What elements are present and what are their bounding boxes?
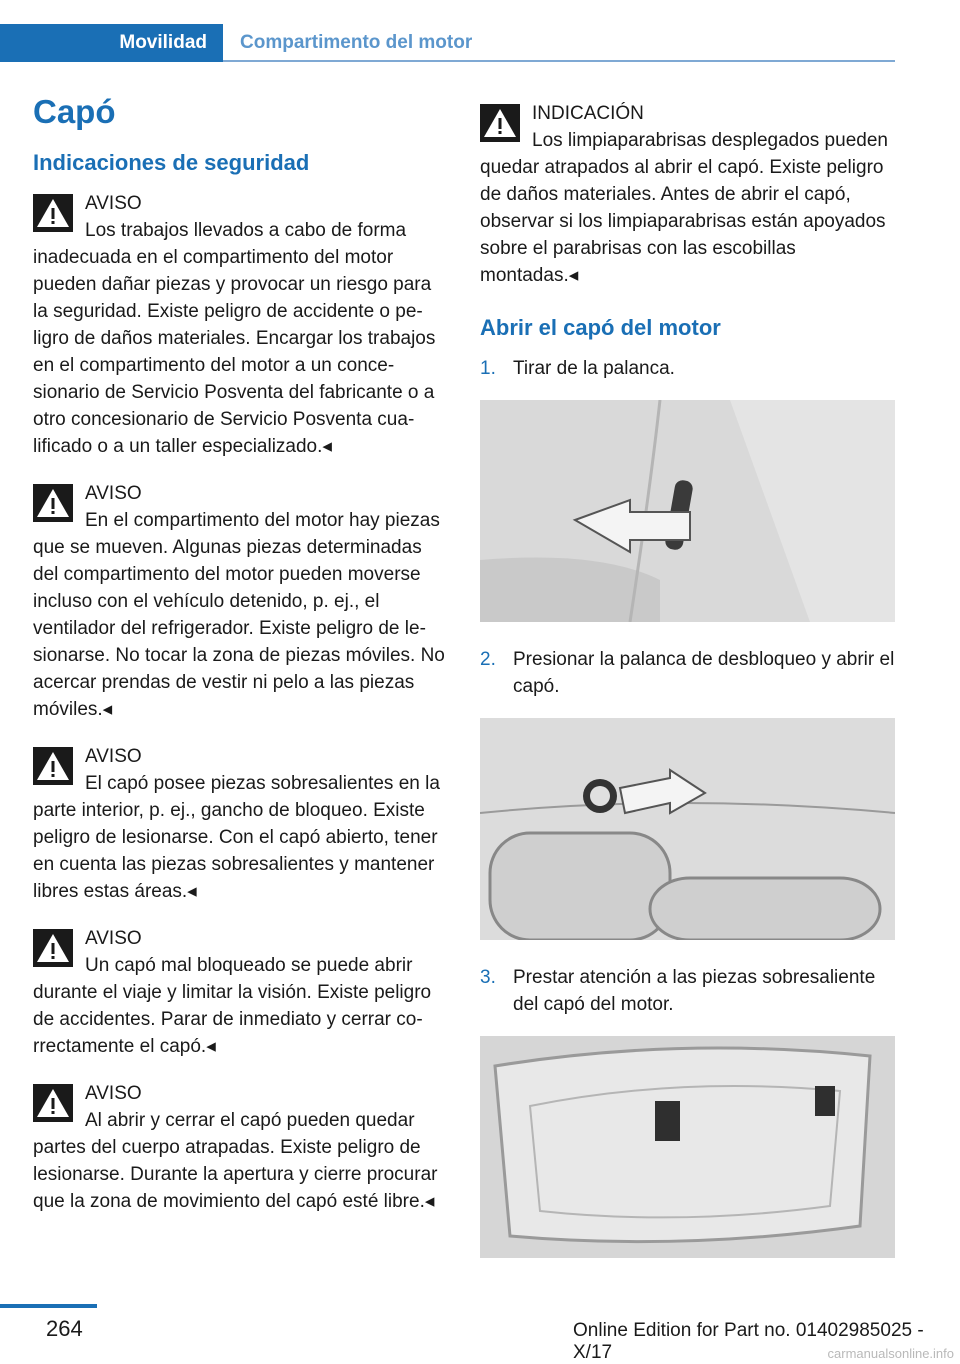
warning-icon (33, 194, 73, 232)
page-number: 264 (46, 1316, 83, 1341)
warning-label: AVISO (85, 927, 142, 949)
step-item (480, 964, 895, 1258)
warning-text: Un capó mal bloqueado se puede abrir durante el viaje y limitar la visión. Existe peligro de accidentes. Parar de inmediato y cerrar correctamente el capó.◂ (33, 954, 432, 1057)
safety-subtitle: Indicaciones de seguridad (33, 149, 310, 175)
warning-text: En el compartimento del motor hay piezas que se mueven. Algunas piezas determinadas del compartimento del motor pueden moverse incluso con el vehículo detenido, p. ej., el ventilador del refrigerador. Existe peligro de lesionarse. No tocar la zona de piezas móviles. No acercar prendas de vestir ni pelo a las piezas móviles.◂ (33, 509, 445, 720)
step-item (480, 355, 895, 622)
warning-icon (33, 1084, 73, 1122)
step-text: Tirar de la palanca. (513, 358, 675, 380)
warning-label: AVISO (85, 745, 142, 767)
warning-block (33, 743, 448, 905)
warning-icon (33, 747, 73, 785)
hood-underside-illustration (480, 1036, 895, 1258)
warning-text: Al abrir y cerrar el capó pueden quedar partes del cuerpo atrapadas. Existe peligro de lesionarse. Durante la apertura y cierre procurar que la zona de movimiento del capó esté libre.◂ (33, 1109, 438, 1212)
steps-list (480, 355, 895, 1258)
header-rule (223, 60, 895, 62)
step-item (480, 646, 895, 940)
step-text: Prestar atención a las piezas sobresaliente del capó del motor. (513, 967, 876, 1016)
warning-label: AVISO (85, 192, 142, 214)
section-title: Capó (33, 93, 116, 130)
lever-illustration (480, 400, 895, 622)
step-number: 2. (480, 649, 496, 671)
step-number: 3. (480, 967, 496, 989)
warning-block (33, 1080, 448, 1215)
watermark: carmanualsonline.info (827, 1346, 954, 1361)
warning-block (33, 190, 448, 460)
tab-movilidad[interactable]: Movilidad (0, 24, 223, 62)
note-block (480, 100, 895, 289)
edition-text: Online Edition for Part no. 01402985025 - X/17 (573, 1320, 924, 1363)
left-column (33, 92, 448, 1235)
warning-icon (33, 484, 73, 522)
step-text: Presionar la palanca de desbloqueo y abrir el capó. (513, 649, 895, 698)
open-hood-subtitle: Abrir el capó del motor (480, 315, 721, 340)
note-text: Los limpiaparabrisas desplegados pueden quedar atrapados al abrir el capó. Existe peligro de daños materiales. Antes de abrir el capó, observar si los limpiaparabrisas están apoyados sobre el parabrisas con las escobillas montadas.◂ (480, 130, 888, 286)
warning-block (33, 925, 448, 1060)
hood-release-illustration (480, 718, 895, 940)
tab-compartimento-del-motor[interactable]: Compartimento del motor (240, 32, 473, 53)
step-number: 1. (480, 358, 496, 380)
warning-block (33, 480, 448, 723)
warning-label: AVISO (85, 1082, 142, 1104)
footer-bar (0, 1304, 97, 1308)
right-column (480, 100, 895, 1282)
warning-text: Los trabajos llevados a cabo de forma inadecuada en el compartimento del motor pueden dañar piezas y provocar un riesgo para la seguridad. Existe peligro de accidente o peligro de daños materiales. Encargar los trabajos en el compartimento del motor a un concesionario de Servicio Posventa del fabricante o a otro concesionario de Servicio Posventa cualificado o a un taller especializado.◂ (33, 219, 436, 457)
warning-text: El capó posee piezas sobresalientes en la parte interior, p. ej., gancho de bloqueo. Existe peligro de lesionarse. Con el capó abierto, tener en cuenta las piezas sobresalientes y mantener libres estas áreas.◂ (33, 772, 440, 902)
warning-icon (480, 104, 520, 142)
warning-icon (33, 929, 73, 967)
warning-label: AVISO (85, 482, 142, 504)
note-label: INDICACIÓN (532, 103, 644, 124)
